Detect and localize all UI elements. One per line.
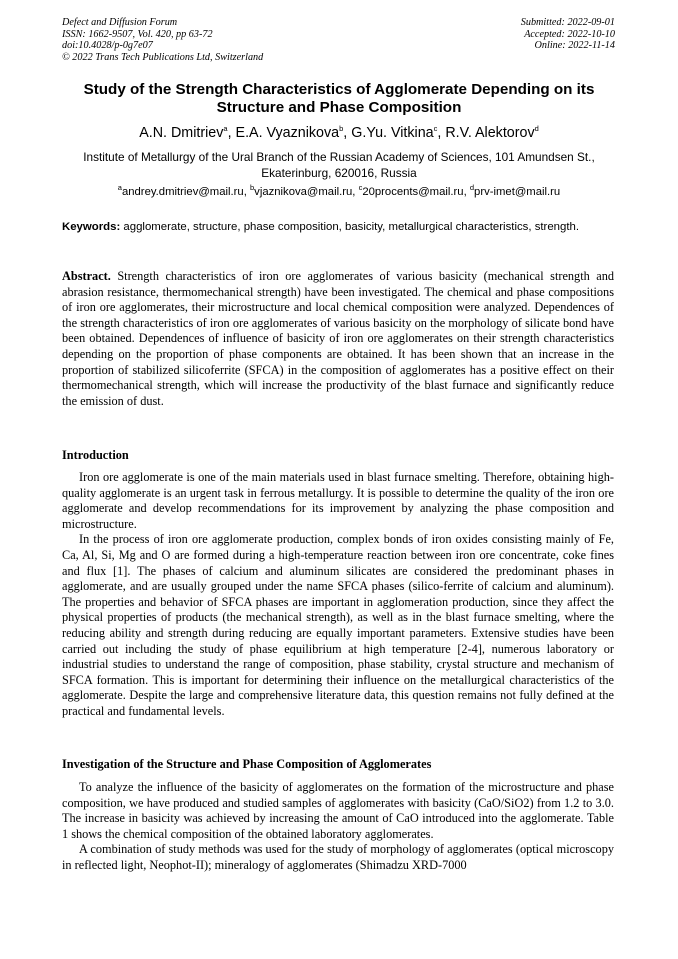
journal-info	[62, 17, 263, 63]
journal-name: Defect and Diffusion Forum	[62, 17, 178, 28]
submitted-date: Submitted: 2022-09-01	[520, 17, 615, 28]
journal-issn: ISSN: 1662-9507, Vol. 420, pp 63-72	[62, 28, 213, 40]
journal-copyright: © 2022 Trans Tech Publications Ltd, Switzerland	[62, 51, 264, 63]
online-date: Online: 2022-11-14	[534, 40, 615, 51]
abstract	[62, 269, 614, 409]
author: A.N. Dmitriev$^a$,	[139, 124, 236, 141]
author-list	[30, 124, 648, 142]
paragraph: A combination of study methods was used for the study of morphology of agglomerates (optical microscopy in reflected light, Neophot-II); mineralogy of agglomerates (Shimadzu XRD-7000	[62, 842, 614, 872]
accepted-date: Accepted: 2022-10-10	[524, 28, 615, 40]
paper-title	[40, 81, 638, 117]
author: E.A. Vyaznikova$^b$,	[235, 124, 352, 141]
email-list	[40, 185, 638, 199]
publication-dates	[521, 17, 615, 52]
affiliation	[58, 150, 620, 181]
affiliation-line-1: Institute of Metallurgy of the Ural Branch of the Russian Academy of Sciences, 101 Amundsen St.,	[83, 150, 595, 164]
section-heading-investigation: Investigation of the Structure and Phase Composition of Agglomerates	[62, 757, 432, 771]
title-line-2: Structure and Phase Composition	[216, 99, 462, 116]
title-line-1: Study of the Strength Characteristics of Agglomerate Depending on its	[83, 81, 595, 98]
keywords-text: agglomerate, structure, phase composition, basicity, metallurgical characteristics, strength.	[123, 221, 580, 233]
affiliation-line-2: Ekaterinburg, 620016, Russia	[261, 165, 417, 180]
email[interactable]: $^a$andrey.dmitriev@mail.ru,	[117, 183, 250, 198]
section-heading-introduction: Introduction	[62, 448, 129, 462]
paragraph: To analyze the influence of the basicity of agglomerates on the formation of the microstructure and phase composition, we have produced and studied samples of agglomerates with basicity (CaO/SiO2) from 1.2 to 3.0. The increase in basicity was achieved by increasing the amount of CaO introduced into the agglomerate. Table 1 shows the chemical composition of the obtained laboratory agglomerates.	[62, 780, 614, 841]
journal-doi: doi:10.4028/p-0g7e07	[62, 40, 153, 51]
introduction-section	[62, 470, 614, 720]
keywords	[62, 220, 614, 235]
investigation-section	[62, 780, 614, 874]
paragraph: Iron ore agglomerate is one of the main materials used in blast furnace smelting. Therefore, obtaining high-quality agglomerate is an urgent task in ferrous metallurgy. It is possible to determine the quality of the iron ore agglomerate and develop recommendations for its improvement by analyzing the phase composition and microstructure.	[62, 470, 614, 531]
paragraph: In the process of iron ore agglomerate production, complex bonds of iron oxides consisting mainly of Fe, Ca, Al, Si, Mg and O are formed during a high-temperature reaction between iron ore concentrate, coke fines and flux [1]. The phases of calcium and aluminum silicates are considered the predominant phases in agglomerate, and are usually grouped under the name SFCA phases (silico-ferrite of calcium and aluminum). The properties and behavior of SFCA phases are important in agglomeration production, since they affect the physical properties of products (the mechanical strength), as well as in the blast furnace smelting, where the reducing ability and strength during reducing are equally important parameters. Extensive studies have been carried out including the study of phase equilibrium at high temperature [2-4], numerous laboratory or industrial studies to understand the range of composition, phase stability, crystal structure and mechanism of SFCA formation. This is important for determining their influence on the metallurgical characteristics of the agglomerate. Despite the large and comprehensive literature data, this question remains not fully defined at the practical and fundamental levels.	[62, 532, 614, 718]
keywords-label: Keywords:	[62, 221, 121, 233]
abstract-label: Abstract.	[62, 269, 111, 283]
email[interactable]: $^d$prv-imet@mail.ru	[469, 183, 561, 198]
email[interactable]: $^c$20procents@mail.ru,	[358, 183, 470, 198]
abstract-text: Strength characteristics of iron ore agglomerates of various basicity (mechanical strength and abrasion resistance, thermomechanical strength) have been investigated. The chemical and phase compositions of iron ore agglomerates, their microstructure and local chemical composition were analyzed. Dependences of the strength characteristics of iron ore agglomerates of various basicity on the morphology of silicate bond have been obtained. Dependences of influence of basicity of iron ore agglomerates on their strength characteristics depending on the proportion of phase components are obtained. It has been shown that an increase in the proportion of stabilized silicoferrite (SFCA) in the composition of agglomerates has a positive effect on their thermomechanical strength, which will increase the productivity of the blast furnace and significantly reduce the emission of dust.	[62, 269, 614, 408]
author: R.V. Alektorov$^d$	[445, 124, 539, 141]
email[interactable]: $^b$vjaznikova@mail.ru,	[250, 183, 359, 198]
author: G.Yu. Vitkina$^c$,	[351, 124, 446, 141]
